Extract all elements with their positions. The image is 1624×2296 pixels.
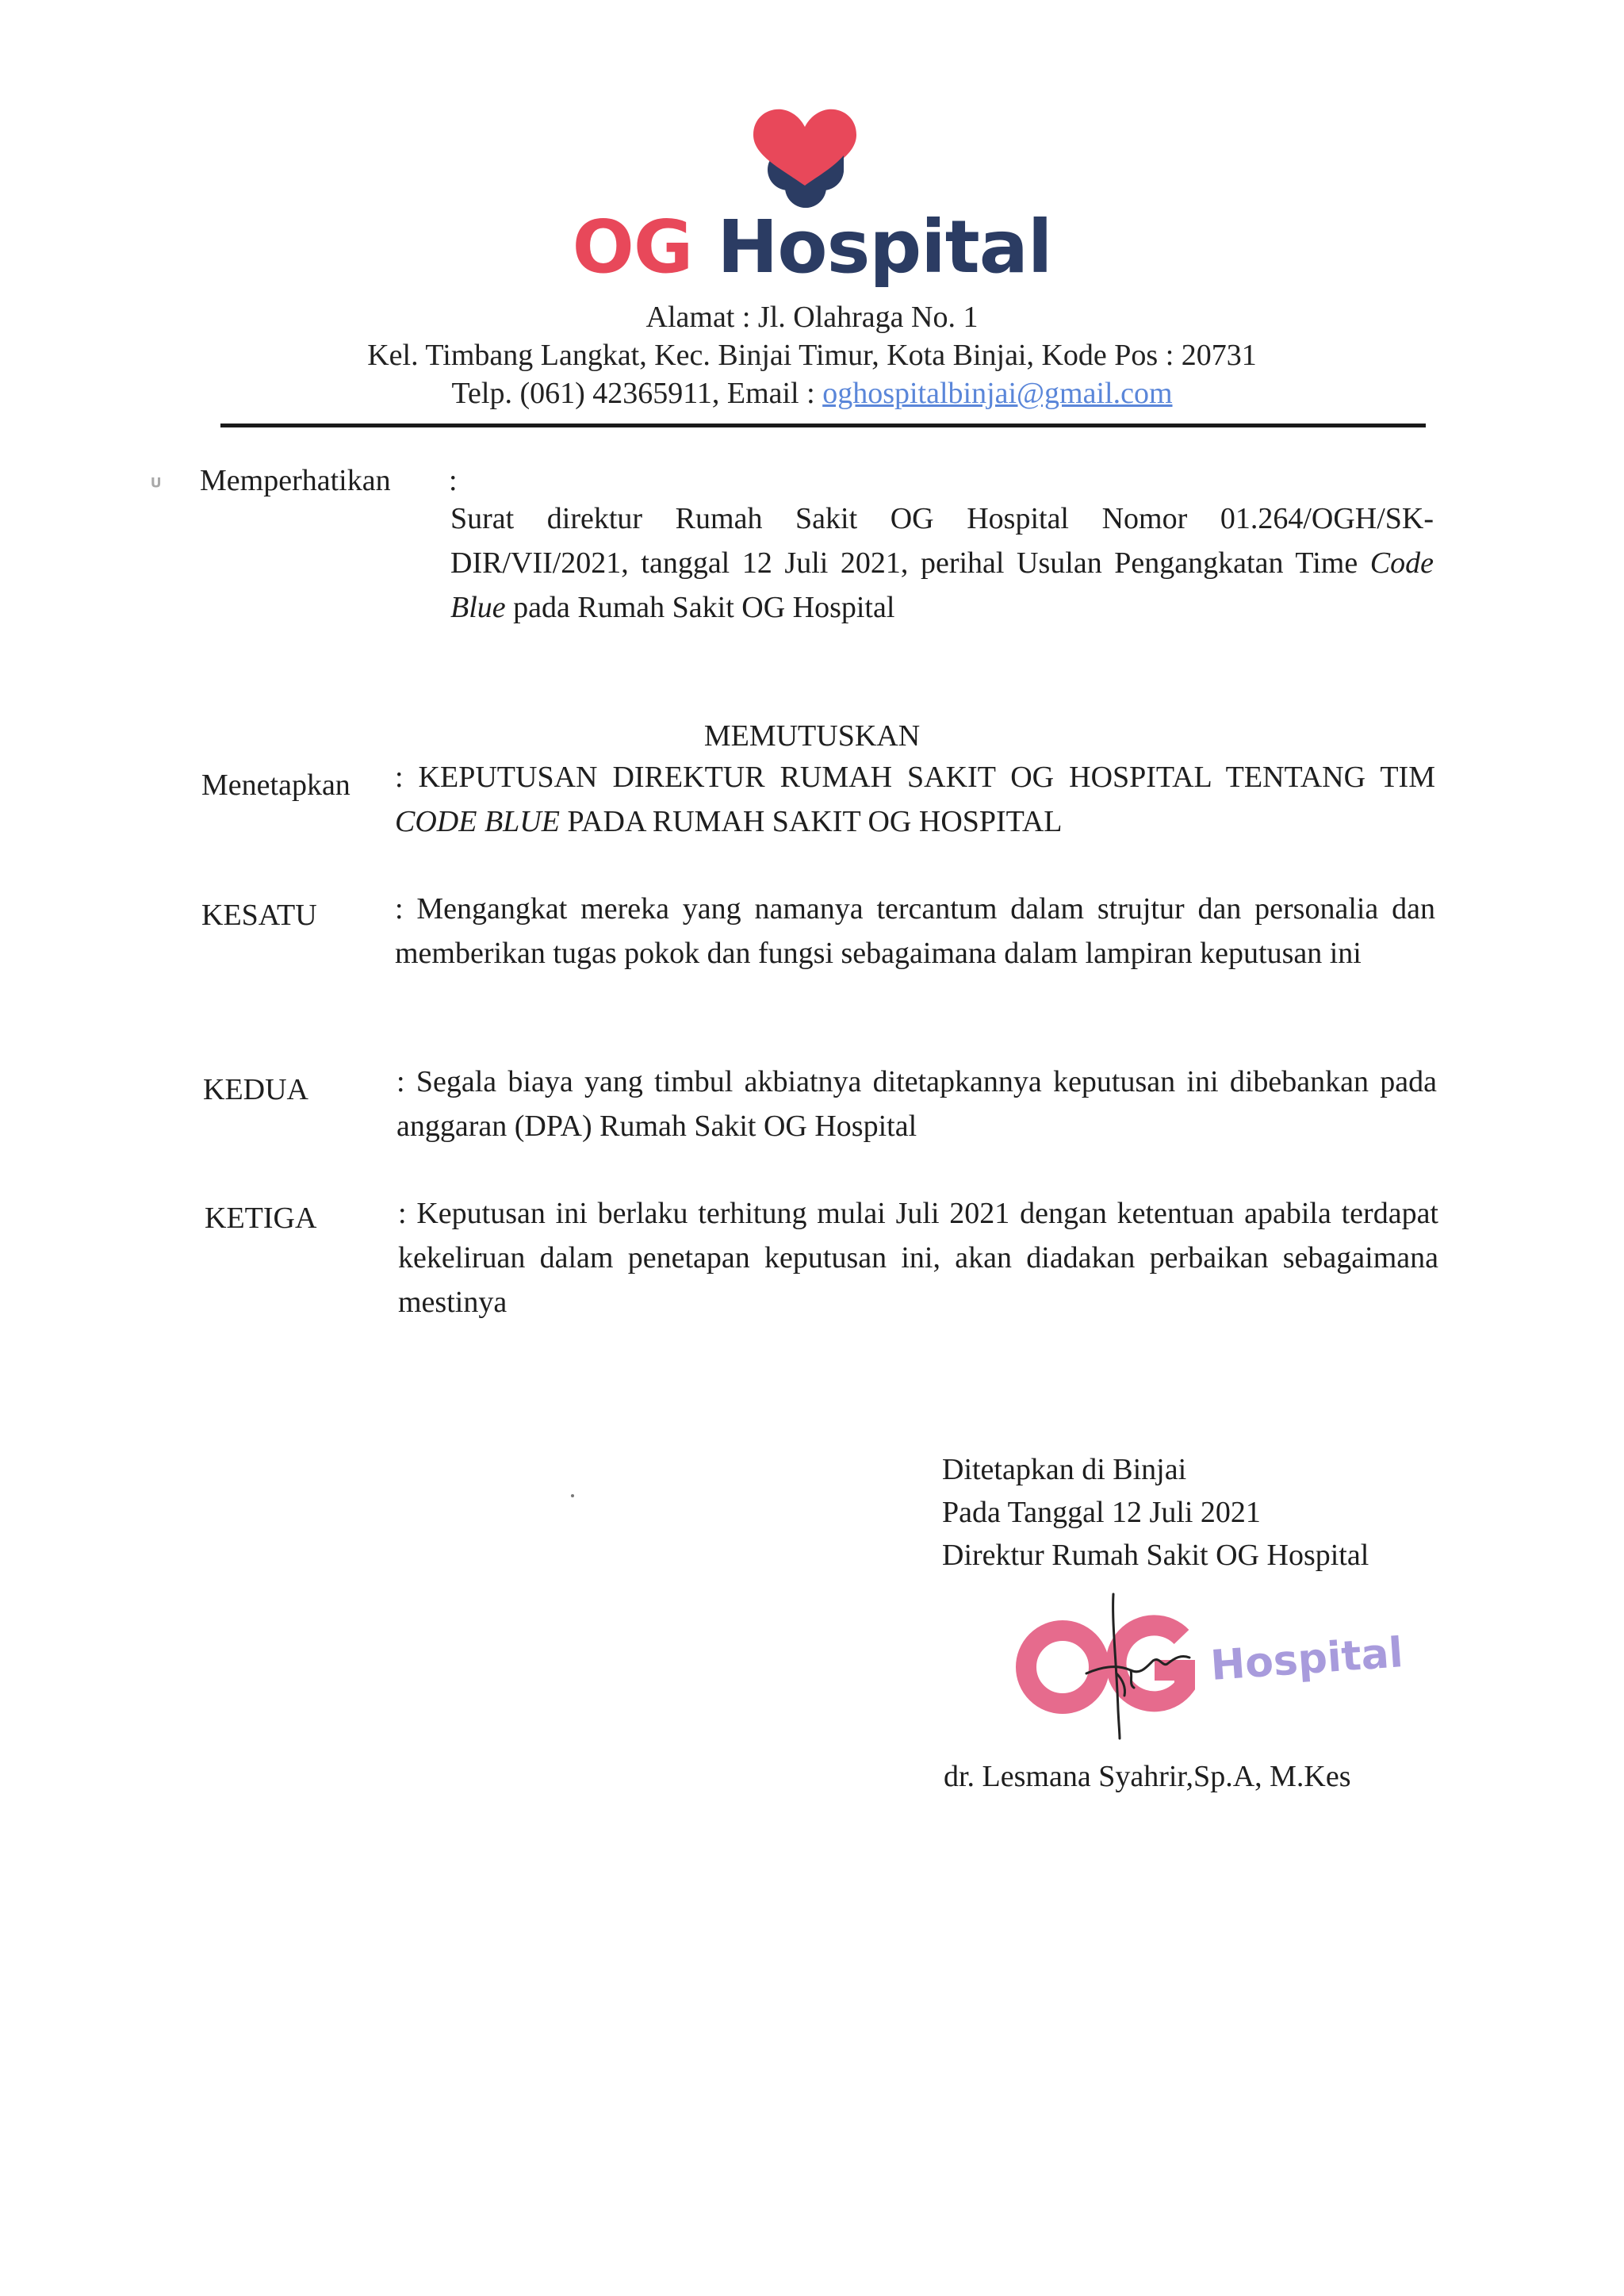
label-memperhatikan: Memperhatikan [200, 464, 391, 497]
paragraph-ketiga: : Keputusan ini berlaku terhitung mulai Juli 2021 dengan ketentuan apabila terdapat kekeliruan dalam penetapan keputusan ini, akan diadakan perbaikan sebagaimana mestinya [398, 1197, 1438, 1319]
header-divider [220, 424, 1426, 427]
signature-position: Direktur Rumah Sakit OG Hospital [942, 1539, 1369, 1572]
memperhatikan-text-1: Surat direktur Rumah Sakit OG Hospital Nomor 01.264/OGH/SK-DIR/VII/2021, tanggal 12 Juli 2021, perihal Usulan Pengangkatan Time [450, 502, 1434, 580]
paragraph-memperhatikan [450, 496, 1434, 630]
menetapkan-text-1: : KEPUTUSAN DIREKTUR RUMAH SAKIT OG HOSPITAL TENTANG TIM [395, 761, 1435, 794]
phone-text: Telp. (061) 42365911, Email : [451, 377, 823, 410]
scan-speck [571, 1494, 574, 1497]
address-line-area: Kel. Timbang Langkat, Kec. Binjai Timur, Kota Binjai, Kode Pos : 20731 [367, 339, 1257, 372]
label-kedua: KEDUA [203, 1073, 308, 1106]
signatory-name: dr. Lesmana Syahrir,Sp.A, M.Kes [944, 1760, 1351, 1793]
menetapkan-italic: CODE BLUE [395, 805, 560, 838]
heading-memutuskan: MEMUTUSKAN [703, 719, 921, 753]
paragraph-kedua: : Segala biaya yang timbul akbiatnya ditetapkannya keputusan ini dibebankan pada anggaran (DPA) Rumah Sakit OG Hospital [396, 1065, 1437, 1143]
address-line-contact [0, 376, 1624, 412]
paragraph-menetapkan [395, 755, 1435, 844]
address-line-street: Alamat : Jl. Olahraga No. 1 [645, 301, 979, 334]
signature-place: Ditetapkan di Binjai [942, 1453, 1187, 1486]
label-ketiga: KETIGA [205, 1202, 317, 1235]
stamp-hospital-text: Hospital [1208, 1629, 1405, 1690]
paragraph-kesatu: : Mengangkat mereka yang namanya tercantum dalam strujtur dan personalia dan memberikan tugas pokok dan fungsi sebagaimana dalam lampiran keputusan ini [395, 892, 1435, 970]
stray-mark-icon: 𝛖 [151, 471, 162, 491]
hospital-logo-icon [749, 100, 861, 213]
memperhatikan-text-2: pada Rumah Sakit OG Hospital [505, 591, 895, 624]
signature-date: Pada Tanggal 12 Juli 2021 [942, 1496, 1261, 1529]
hospital-brand-name [0, 205, 1624, 289]
label-menetapkan: Menetapkan [201, 769, 350, 802]
menetapkan-text-2: PADA RUMAH SAKIT OG HOSPITAL [559, 805, 1063, 838]
label-kesatu: KESATU [201, 899, 317, 932]
signature-block [942, 1448, 1369, 1577]
brand-og-text: OG [572, 205, 693, 289]
colon-memperhatikan: : [449, 464, 458, 497]
hospital-stamp-icon [998, 1591, 1410, 1742]
brand-hospital-text: Hospital [717, 205, 1052, 289]
memperhatikan-italic: Code Blue [450, 546, 1434, 624]
email-link[interactable]: oghospitalbinjai@gmail.com [822, 377, 1173, 410]
